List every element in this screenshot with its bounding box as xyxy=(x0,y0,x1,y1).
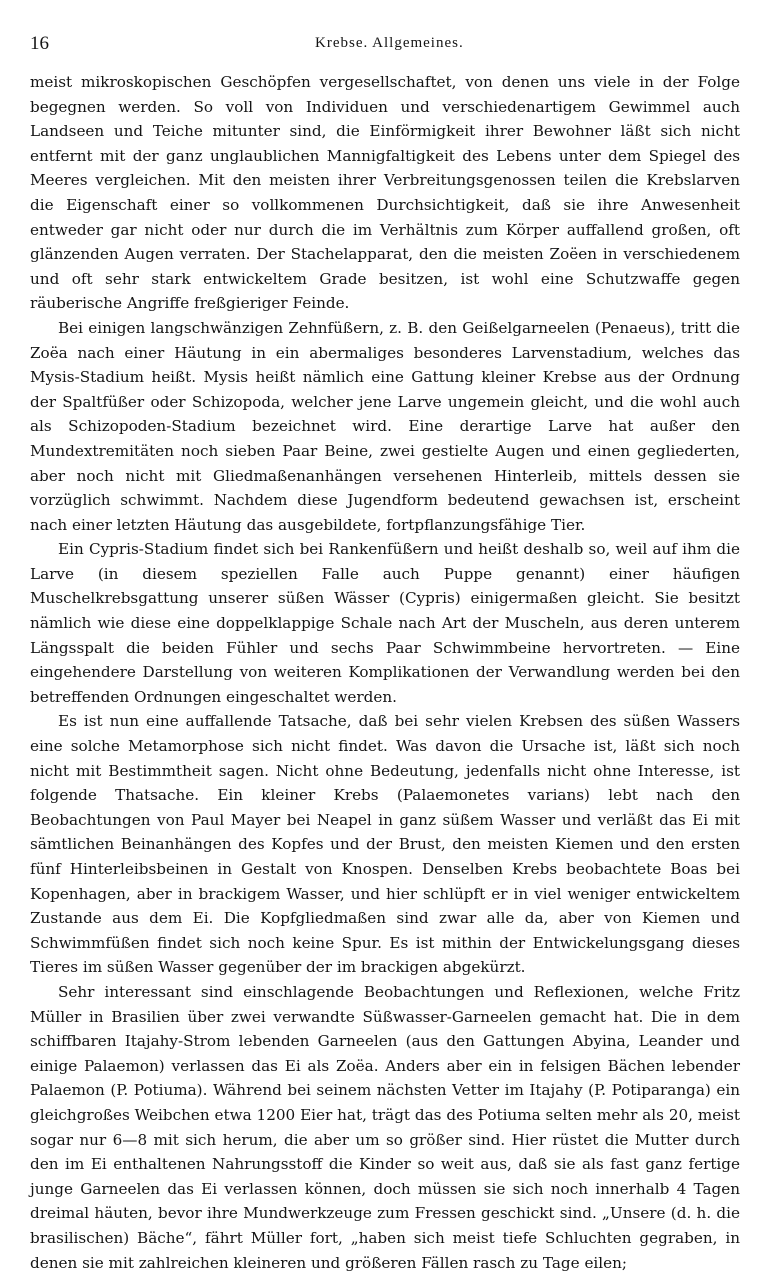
body-text xyxy=(30,70,740,1275)
paragraph: Ein Cypris-Stadium findet sich bei Rankenfüßern und heißt deshalb so, weil auf ihm die Larve (in diesem speziellen Falle auch Puppe genannt) einer häufigen Muschelkrebsgattung unserer süßen Wässer (Cypris) einigermaßen gleicht. Sie besitzt nämlich wie diese eine doppelklappige Schale nach Art der Muscheln, aus deren unterem Längsspalt die beiden Fühler und sechs Paar Schwimmbeine hervortreten. — Eine eingehendere Darstellung von weiteren Komplikationen der Verwandlung werden bei den betreffenden Ordnungen eingeschaltet werden. xyxy=(30,540,740,706)
page-header xyxy=(30,33,740,57)
paragraph: Bei einigen langschwänzigen Zehnfüßern, z. B. den Geißelgarneelen (Penaeus), tritt die Zoëa nach einer Häutung in ein abermaliges besonderes Larvenstadium, welches das Mysis-Stadium heißt. Mysis heißt nämlich eine Gattung kleiner Krebse aus der Ordnung der Spaltfüßer oder Schizopoda, welcher jene Larve ungemein gleicht, und die wohl auch als Schizopoden-Stadium bezeichnet wird. Eine derartige Larve hat außer den Mundextremitäten noch sieben Paar Beine, zwei gestielte Augen und einen gegliederten, aber noch nicht mit Gliedmaßenanhängen versehenen Hinterleib, mittels dessen sie vorzüglich schwimmt. Nachdem diese Jugendform bedeutend gewachsen ist, erscheint nach einer letzten Häutung das ausgebildete, fortpflanzungsfähige Tier. xyxy=(30,318,740,534)
paragraph: Es ist nun eine auffallende Tatsache, daß bei sehr vielen Krebsen des süßen Wassers eine solche Metamorphose sich nicht findet. Was davon die Ursache ist, läßt sich noch nicht mit Bestimmtheit sagen. Nicht ohne Bedeutung, jedenfalls nicht ohne Interesse, ist folgende Thatsache. Ein kleiner Krebs (Palaemonetes varians) lebt nach den Beobachtungen von Paul Mayer bei Neapel in ganz süßem Wasser und verläßt das Ei mit sämtlichen Beinanhängen des Kopfes und der Brust, den meisten Kiemen und den ersten fünf Hinterleibsbeinen in Gestalt von Knospen. Denselben Krebs beobachtete Boas bei Kopenhagen, aber in brackigem Wasser, und hier schlüpft er in viel weniger entwickeltem Zustande aus dem Ei. Die Kopfgliedmaßen sind zwar alle da, aber von Kiemen und Schwimmfüßen findet sich noch keine Spur. Es ist mithin der Entwickelungsgang dieses Tieres im süßen Wasser gegenüber der im brackigen abgekürzt. xyxy=(30,712,740,977)
page-number: 16 xyxy=(30,33,49,54)
paragraph: meist mikroskopischen Geschöpfen vergesellschaftet, von denen uns viele in der Folge begegnen werden. So voll von Individuen und verschiedenartigem Gewimmel auch Landseen und Teiche mitunter sind, die Einförmigkeit ihrer Bewohner läßt sich nicht entfernt mit der ganz unglaublichen Mannigfaltigkeit des Lebens unter dem Spiegel des Meeres vergleichen. Mit den meisten ihrer Verbreitungsgenossen teilen die Krebslarven die Eigenschaft einer so vollkommenen Durchsichtigkeit, daß sie ihre Anwesenheit entweder gar nicht oder nur durch die im Verhältnis zum Körper auffallend großen, oft glänzenden Augen verraten. Der Stachelapparat, den die meisten Zoëen in verschiedenem und oft sehr stark entwickeltem Grade besitzen, ist wohl eine Schutzwaffe gegen räuberische Angriffe freßgieriger Feinde. xyxy=(30,73,740,313)
running-title: Krebse. Allgemeines. xyxy=(315,35,464,51)
paragraph: Sehr interessant sind einschlagende Beobachtungen und Reflexionen, welche Fritz Müller in Brasilien über zwei verwandte Süßwasser-Garneelen gemacht hat. Die in dem schiffbaren Itajahy-Strom lebenden Garneelen (aus den Gattungen Abyina, Leander und einige Palaemon) verlassen das Ei als Zoëa. Anders aber ein in felsigen Bächen lebender Palaemon (P. Potiuma). Während bei seinem nächsten Vetter im Itajahy (P. Potiparanga) ein gleichgroßes Weibchen etwa 1200 Eier hat, trägt das des Potiuma selten mehr als 20, meist sogar nur 6—8 mit sich herum, die aber um so größer sind. Hier rüstet die Mutter durch den im Ei enthaltenen Nahrungsstoff die Kinder so weit aus, daß sie als fast ganz fertige junge Garneelen das Ei verlassen können, doch müssen sie sich noch innerhalb 4 Tagen dreimal häuten, bevor ihre Mundwerkzeuge zum Fressen geschickt sind. „Unsere (d. h. die brasilischen) Bäche“, fährt Müller fort, „haben sich meist tiefe Schluchten gegraben, in denen sie mit zahlreichen kleineren und größeren Fällen rasch zu Tage eilen; xyxy=(30,982,740,1272)
